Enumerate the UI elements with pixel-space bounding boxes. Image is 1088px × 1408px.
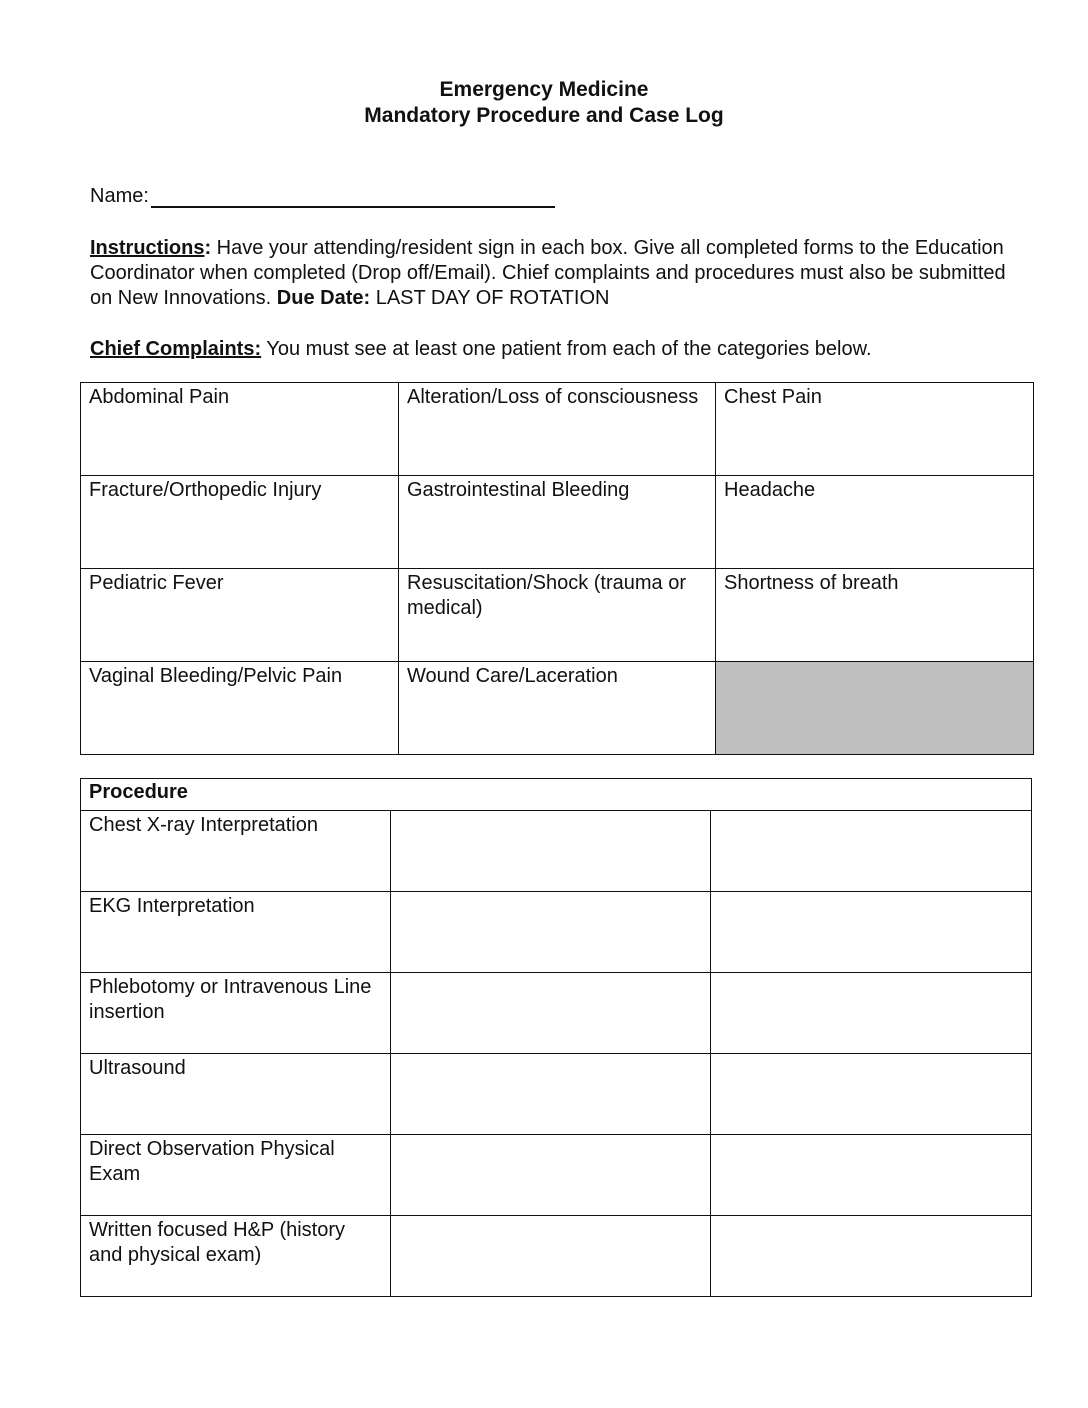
complaint-cell[interactable]: Wound Care/Laceration [399,662,716,755]
due-date-label: Due Date: [276,287,371,309]
signature-cell[interactable] [711,892,1032,973]
complaint-cell[interactable]: Chest Pain [716,383,1034,476]
complaint-cell[interactable]: Fracture/Orthopedic Injury [81,476,399,569]
complaint-cell[interactable]: Headache [716,476,1034,569]
table-row [81,662,1034,755]
instructions-paragraph [90,236,1020,311]
chief-complaints-paragraph [90,337,1020,362]
complaint-cell[interactable]: Gastrointestinal Bleeding [399,476,716,569]
table-row [81,1135,1032,1216]
due-date-value: LAST DAY OF ROTATION [370,287,610,309]
complaint-cell[interactable]: Abdominal Pain [81,383,399,476]
procedure-name: Chest X-ray Interpretation [81,811,391,892]
table-row [81,569,1034,662]
signature-cell[interactable] [391,1216,711,1297]
table-row [81,476,1034,569]
table-row [81,892,1032,973]
table-row [81,1054,1032,1135]
name-field[interactable] [151,186,555,208]
instructions-colon: : [204,237,212,259]
table-row [81,811,1032,892]
table-row [81,973,1032,1054]
complaint-cell[interactable]: Alteration/Loss of consciousness [399,383,716,476]
document-title: Emergency Medicine [439,78,649,101]
procedure-name: Direct Observation Physical Exam [81,1135,391,1216]
name-row [90,185,555,208]
procedure-name: Ultrasound [81,1054,391,1135]
complaint-cell[interactable]: Pediatric Fever [81,569,399,662]
signature-cell[interactable] [391,892,711,973]
name-label: Name: [90,185,149,207]
chief-complaints-table [80,382,1034,755]
complaint-cell[interactable]: Resuscitation/Shock (trauma or medical) [399,569,716,662]
shaded-empty-cell [716,662,1034,755]
signature-cell[interactable] [391,1054,711,1135]
procedure-name: Phlebotomy or Intravenous Line insertion [81,973,391,1054]
complaint-cell[interactable]: Vaginal Bleeding/Pelvic Pain [81,662,399,755]
signature-cell[interactable] [711,1216,1032,1297]
procedure-table [80,778,1032,1297]
complaint-cell[interactable]: Shortness of breath [716,569,1034,662]
procedure-name: Written focused H&P (history and physical exam) [81,1216,391,1297]
instructions-label: Instructions [90,237,205,259]
signature-cell[interactable] [391,973,711,1054]
table-header-row [81,779,1032,811]
procedure-header: Procedure [81,779,1032,811]
table-row [81,1216,1032,1297]
procedure-name: EKG Interpretation [81,892,391,973]
chief-complaints-label: Chief Complaints: [90,338,262,360]
instructions-text: Have your attending/resident sign in each box. Give all completed forms to the Education Coordinator when completed (Drop off/Email). Chief complaints and procedures must also be submitted on New Innovations. [90,237,1006,309]
signature-cell[interactable] [711,811,1032,892]
signature-cell[interactable] [711,1135,1032,1216]
signature-cell[interactable] [391,1135,711,1216]
chief-complaints-text: You must see at least one patient from each of the categories below. [261,338,872,360]
signature-cell[interactable] [711,1054,1032,1135]
table-row [81,383,1034,476]
document-subtitle: Mandatory Procedure and Case Log [364,104,724,127]
signature-cell[interactable] [711,973,1032,1054]
signature-cell[interactable] [391,811,711,892]
